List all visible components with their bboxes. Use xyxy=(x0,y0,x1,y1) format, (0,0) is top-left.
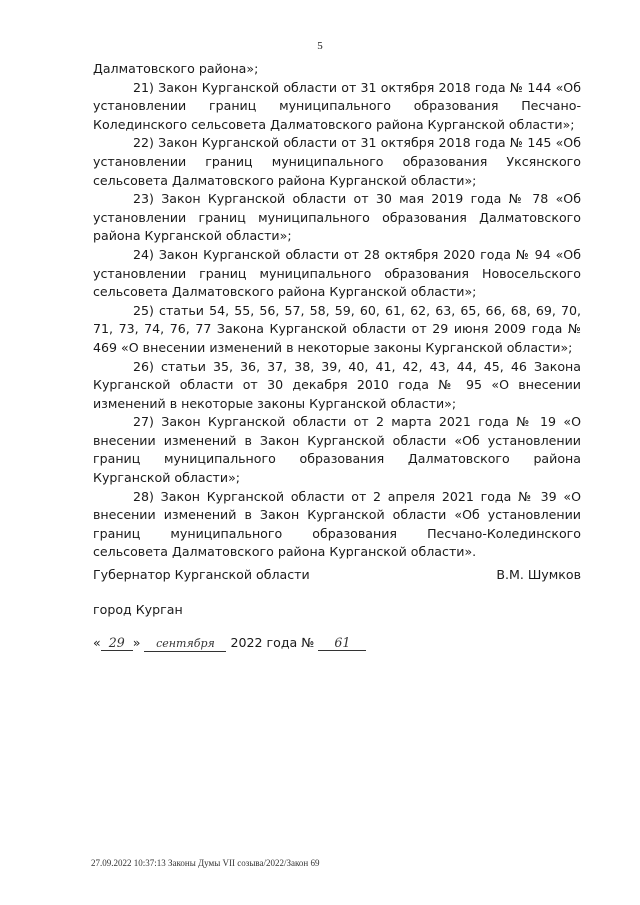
handwritten-law-number: 61 xyxy=(318,636,366,651)
law-list xyxy=(93,60,581,562)
list-item: 26) статьи 35, 36, 37, 38, 39, 40, 41, 42, 43, 44, 45, 46 Закона Курганской области от 30 декабря 2010 года № 95 «О внесении изменений в некоторые законы Курганской области»; xyxy=(93,358,581,411)
list-item: 24) Закон Курганской области от 28 октября 2020 года № 94 «Об установлении границ муниципального образования Новосельского сельсовета Далматовского района Курганской области»; xyxy=(93,246,581,300)
page-number: 5 xyxy=(317,40,323,52)
list-item: 25) статьи 54, 55, 56, 57, 58, 59, 60, 61, 62, 63, 65, 66, 68, 69, 70, 71, 73, 74, 76, 77 Закона Курганской области от 29 июня 2009 года № 469 «О внесении изменений в некоторые законы Курганской области»; xyxy=(93,302,581,355)
list-item: 21) Закон Курганской области от 31 октября 2018 года № 144 «Об установлении границ муниципального образования Песчано-Колединского сельсовета Далматовского района Курганской области»; xyxy=(93,79,581,132)
handwritten-day: 29 xyxy=(101,636,133,651)
city-line: город Курган xyxy=(93,602,183,617)
list-item: 23) Закон Курганской области от 30 мая 2019 года № 78 «Об установлении границ муниципального образования Далматовского района Курганской области»; xyxy=(93,191,581,244)
year-and-number-label: 2022 года № xyxy=(230,635,315,650)
handwritten-month: сентября xyxy=(144,637,226,652)
document-footer: 27.09.2022 10:37:13 Законы Думы VII созыва/2022/Закон 69 xyxy=(91,858,320,868)
signatory-title: Губернатор Курганской области xyxy=(93,567,310,582)
signatory-name: В.М. Шумков xyxy=(496,567,581,582)
date-line xyxy=(93,635,366,652)
list-item: 27) Закон Курганской области от 2 марта 2021 года № 19 «О внесении изменений в Закон Курганской области «Об установлении границ муниципального образования Далматовского района Курганской области»; xyxy=(93,414,581,486)
list-item: 22) Закон Курганской области от 31 октября 2018 года № 145 «Об установлении границ муниципального образования Уксянского сельсовета Далматовского района Курганской области»; xyxy=(93,135,581,188)
open-quote: « xyxy=(93,635,101,650)
list-item: Далматовского района»; xyxy=(93,61,259,76)
list-item: 28) Закон Курганской области от 2 апреля 2021 года № 39 «О внесении изменений в Закон Курганской области «Об установлении границ муниципального образования Песчано-Колединского сельсовета Далматовского района Курганской области». xyxy=(93,488,581,560)
close-quote: » xyxy=(132,635,141,650)
